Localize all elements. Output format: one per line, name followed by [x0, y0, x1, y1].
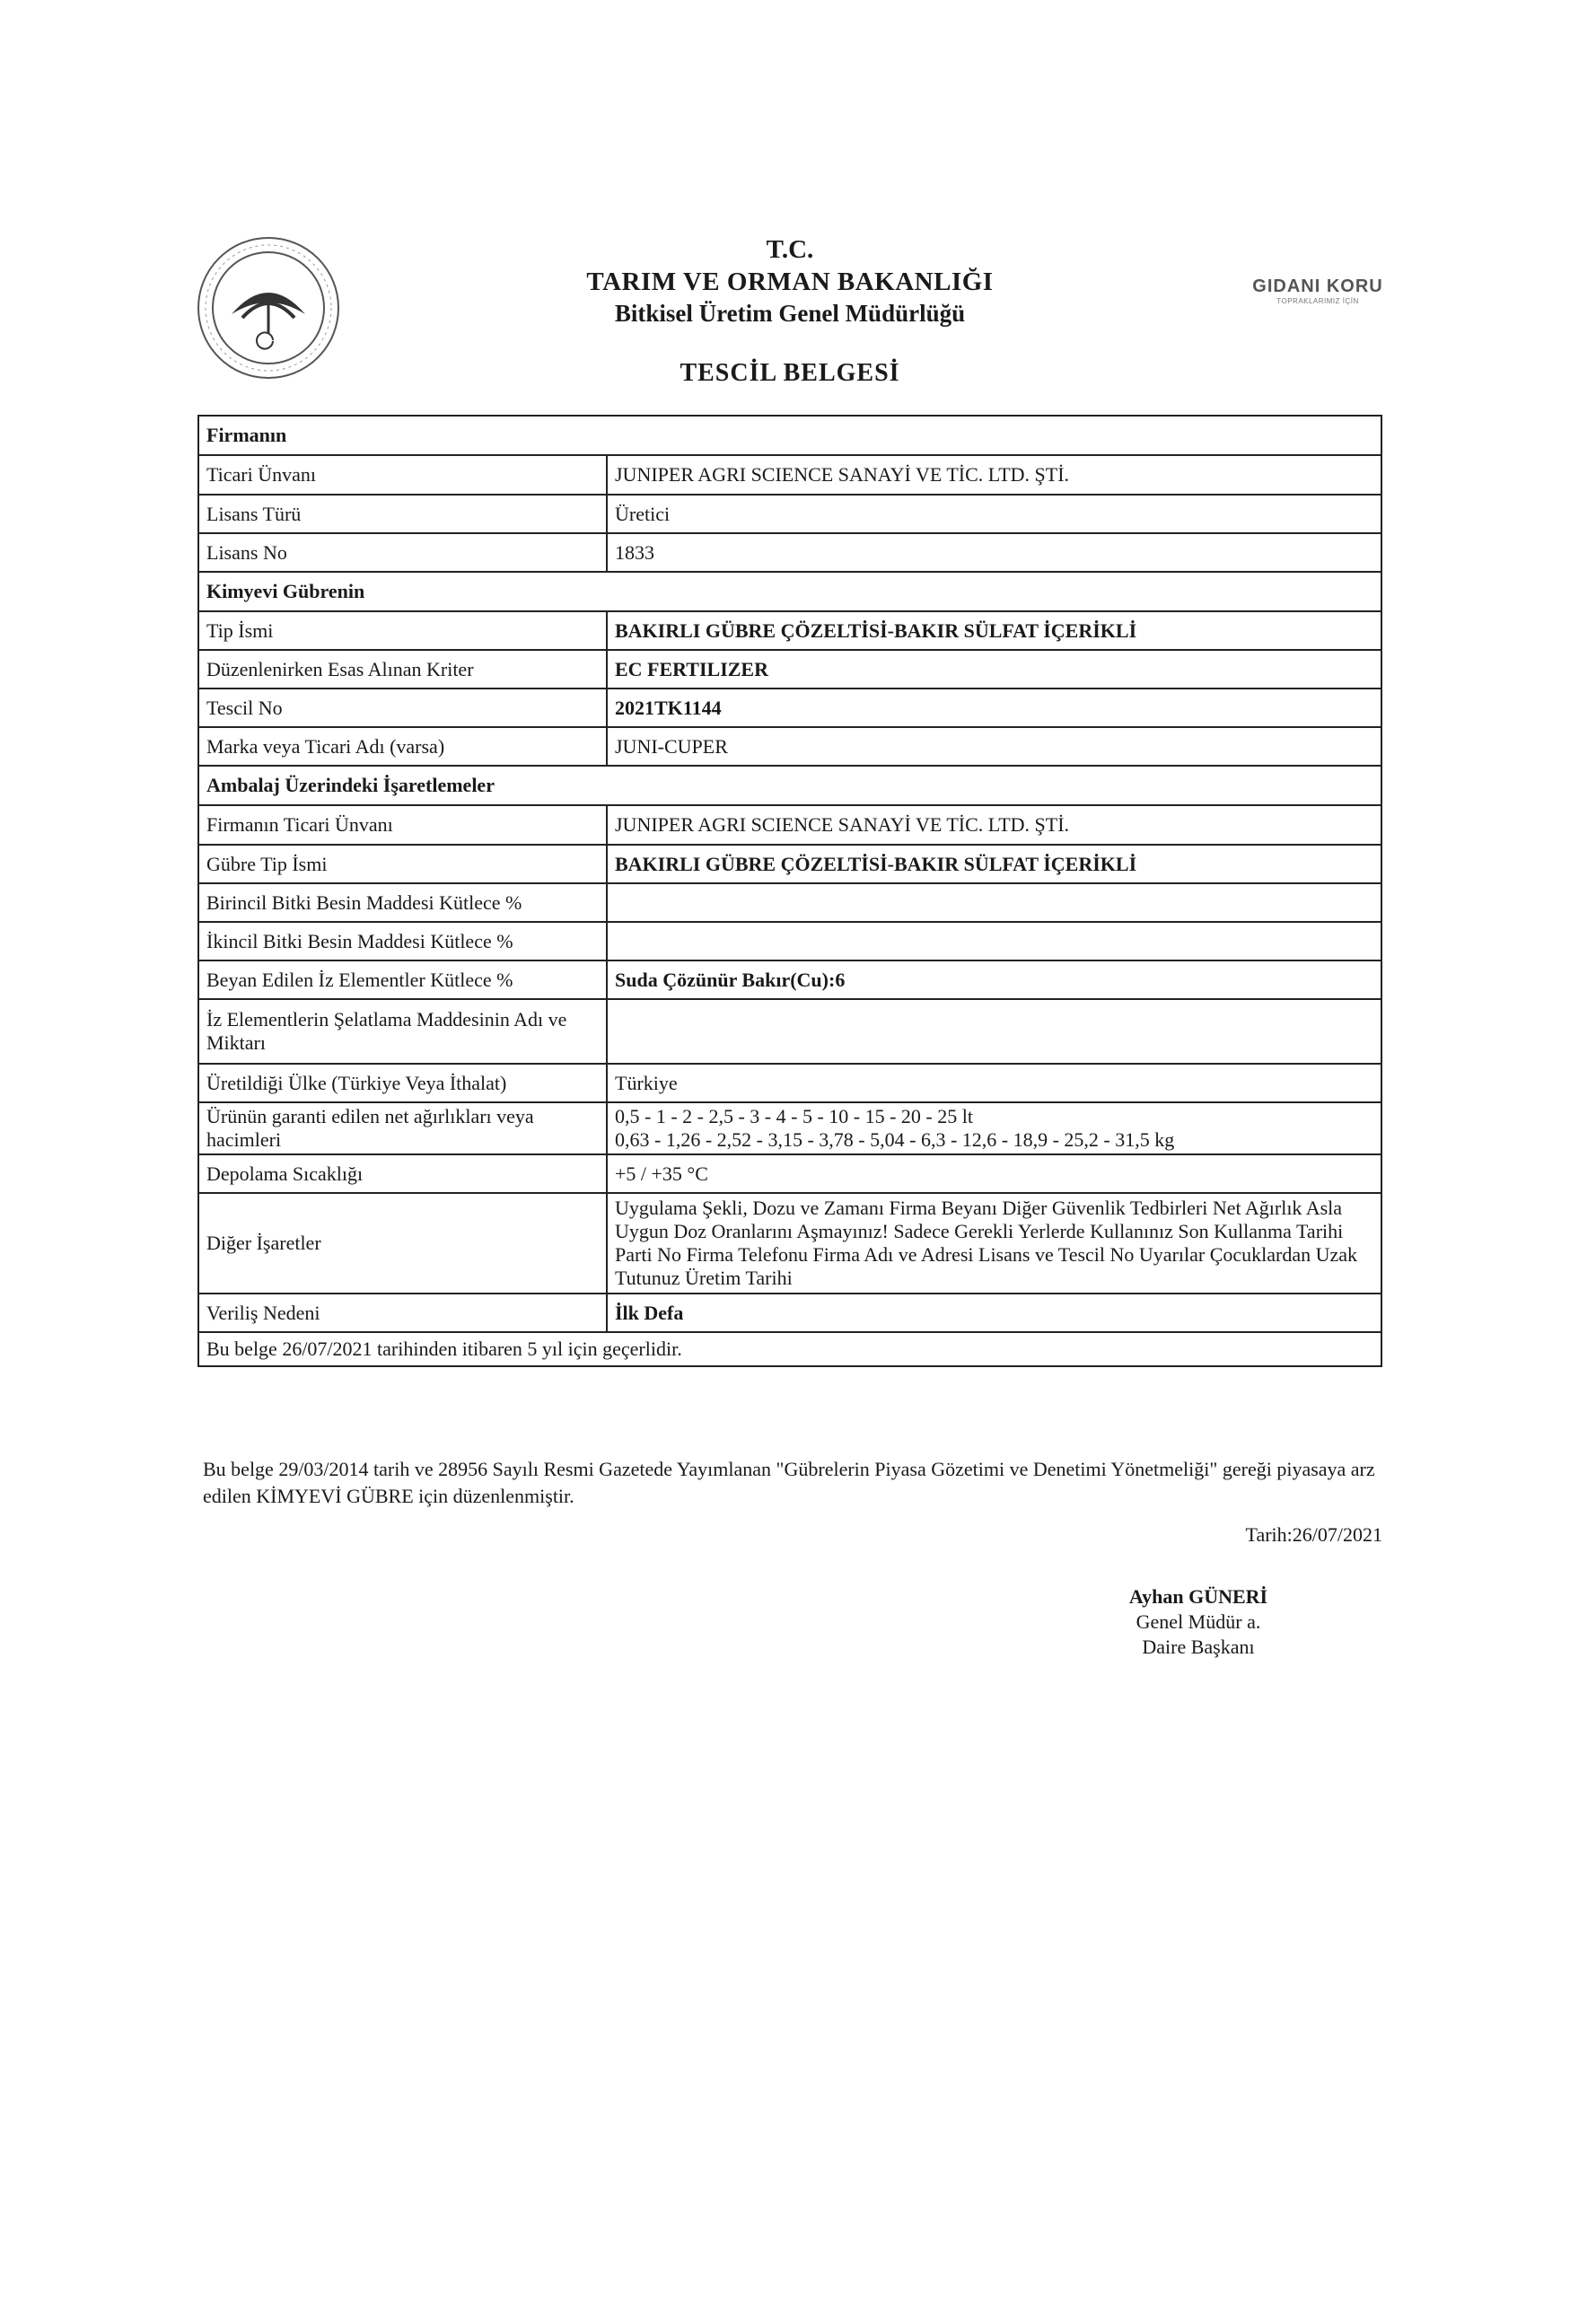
- table-row: [198, 883, 1381, 922]
- row-value: EC FERTILIZER: [607, 650, 1381, 689]
- document-header: [503, 233, 1077, 388]
- brand-tagline: TOPRAKLARIMIZ İÇİN: [1276, 297, 1359, 305]
- row-label: Tescil No: [198, 689, 607, 727]
- brand-name: GIDANI KORU: [1252, 276, 1383, 296]
- section-firm: Firmanın: [198, 416, 1381, 455]
- table-row: [198, 922, 1381, 960]
- row-label: Düzenlenirken Esas Alınan Kriter: [198, 650, 607, 689]
- signature-block: [1082, 1584, 1315, 1660]
- table-row: [198, 455, 1381, 495]
- row-label: Depolama Sıcaklığı: [198, 1154, 607, 1193]
- row-label: İz Elementlerin Şelatlama Maddesinin Adı ve Miktarı: [198, 999, 607, 1064]
- table-row: [198, 1102, 1381, 1154]
- row-label: Ürünün garanti edilen net ağırlıkları veya hacimleri: [198, 1102, 607, 1154]
- document-title: TESCİL BELGESİ: [680, 359, 900, 387]
- table-row: [198, 727, 1381, 766]
- row-label: İkincil Bitki Besin Maddesi Kütlece %: [198, 922, 607, 960]
- row-value: BAKIRLI GÜBRE ÇÖZELTİSİ-BAKIR SÜLFAT İÇERİKLİ: [607, 845, 1381, 883]
- row-label: Diğer İşaretler: [198, 1193, 607, 1294]
- row-label: Lisans No: [198, 533, 607, 572]
- ministry-name: TARIM VE ORMAN BAKANLIĞI: [586, 268, 994, 296]
- row-value: Üretici: [607, 495, 1381, 533]
- row-label: Gübre Tip İsmi: [198, 845, 607, 883]
- signer-department: Daire Başkanı: [1142, 1636, 1255, 1658]
- registration-table: [197, 415, 1382, 1367]
- table-row: [198, 805, 1381, 845]
- row-value: [607, 883, 1381, 922]
- table-row: [198, 1294, 1381, 1332]
- weight-values: 0,63 - 1,26 - 2,52 - 3,15 - 3,78 - 5,04 - 6,3 - 12,6 - 18,9 - 25,2 - 31,5 kg: [615, 1128, 1175, 1151]
- row-label: Üretildiği Ülke (Türkiye Veya İthalat): [198, 1064, 607, 1102]
- row-value: JUNIPER AGRI SCIENCE SANAYİ VE TİC. LTD. ŞTİ.: [607, 455, 1381, 495]
- row-value: 1833: [607, 533, 1381, 572]
- row-value: [607, 1102, 1381, 1154]
- row-value: İlk Defa: [607, 1294, 1381, 1332]
- table-row: [198, 495, 1381, 533]
- row-value: [607, 922, 1381, 960]
- row-label: Lisans Türü: [198, 495, 607, 533]
- row-value: 2021TK1144: [607, 689, 1381, 727]
- row-label: Tip İsmi: [198, 611, 607, 650]
- row-value: JUNI-CUPER: [607, 727, 1381, 766]
- table-row: [198, 533, 1381, 572]
- row-label: Marka veya Ticari Adı (varsa): [198, 727, 607, 766]
- row-label: Ticari Ünvanı: [198, 455, 607, 495]
- volume-values: 0,5 - 1 - 2 - 2,5 - 3 - 4 - 5 - 10 - 15 - 20 - 25 lt: [615, 1105, 973, 1127]
- signer-name: Ayhan GÜNERİ: [1128, 1585, 1268, 1608]
- table-row: [198, 611, 1381, 650]
- row-value: [607, 999, 1381, 1064]
- row-value: Uygulama Şekli, Dozu ve Zamanı Firma Beyanı Diğer Güvenlik Tedbirleri Net Ağırlık Asla Uygun Doz Oranlarını Aşmayınız! Sadece Gerekli Yerlerde Kullanınız Son Kullanma Tarihi Parti No Firma Telefonu Firma Adı ve Adresi Lisans ve Tescil No Uyarılar Çocuklardan Uzak Tutunuz Üretim Tarihi: [607, 1193, 1381, 1294]
- table-row: [198, 845, 1381, 883]
- brand-logo: [1237, 276, 1399, 305]
- signer-title: Genel Müdür a.: [1136, 1610, 1261, 1633]
- country-label: T.C.: [766, 235, 814, 264]
- row-value: Suda Çözünür Bakır(Cu):6: [607, 960, 1381, 999]
- row-value: +5 / +35 °C: [607, 1154, 1381, 1193]
- table-row: [198, 650, 1381, 689]
- table-row: [198, 1064, 1381, 1102]
- table-row: [198, 689, 1381, 727]
- ministry-seal: [196, 235, 341, 381]
- row-value: BAKIRLI GÜBRE ÇÖZELTİSİ-BAKIR SÜLFAT İÇERİKLİ: [607, 611, 1381, 650]
- regulation-note: Bu belge 29/03/2014 tarih ve 28956 Sayılı Resmi Gazetede Yayımlanan "Gübrelerin Piyasa Gözetimi ve Denetimi Yönetmeliği" gereği piyasaya arz edilen KİMYEVİ GÜBRE için düzenlenmiştir.: [203, 1458, 1375, 1507]
- section-fertilizer: Kimyevi Gübrenin: [198, 572, 1381, 611]
- table-row: [198, 1154, 1381, 1193]
- row-label: Beyan Edilen İz Elementler Kütlece %: [198, 960, 607, 999]
- directorate-name: Bitkisel Üretim Genel Müdürlüğü: [614, 300, 966, 327]
- issue-date: Tarih:26/07/2021: [1245, 1523, 1382, 1546]
- row-label: Veriliş Nedeni: [198, 1294, 607, 1332]
- row-label: Birincil Bitki Besin Maddesi Kütlece %: [198, 883, 607, 922]
- table-row: [198, 999, 1381, 1064]
- validity-note: Bu belge 26/07/2021 tarihinden itibaren 5 yıl için geçerlidir.: [198, 1332, 1381, 1366]
- table-row: [198, 1193, 1381, 1294]
- table-row: [198, 960, 1381, 999]
- row-value: Türkiye: [607, 1064, 1381, 1102]
- row-label: Firmanın Ticari Ünvanı: [198, 805, 607, 845]
- section-packaging: Ambalaj Üzerindeki İşaretlemeler: [198, 766, 1381, 805]
- row-value: JUNIPER AGRI SCIENCE SANAYİ VE TİC. LTD. ŞTİ.: [607, 805, 1381, 845]
